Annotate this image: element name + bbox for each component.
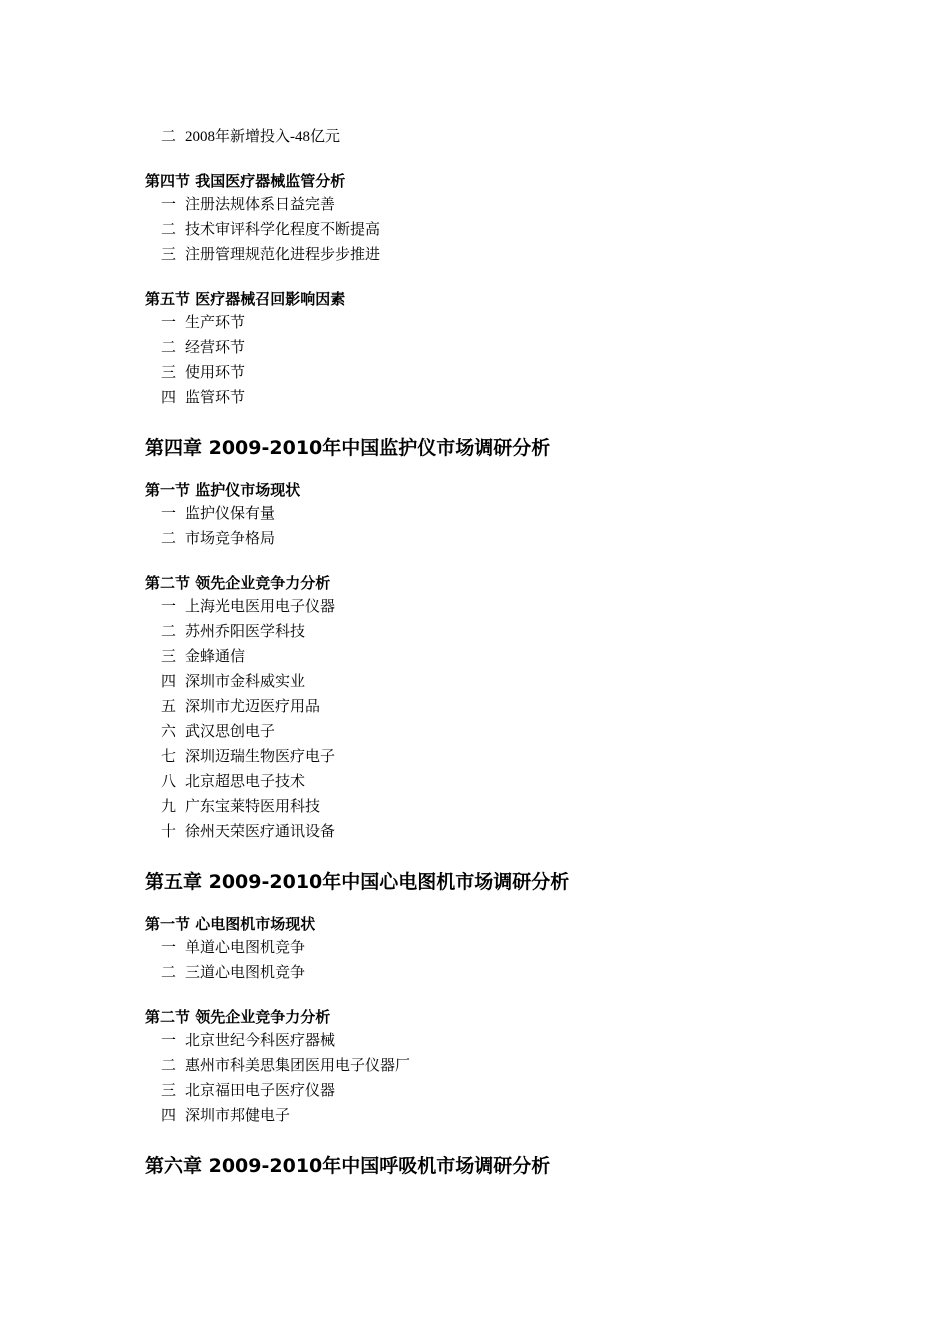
- toc-item-text: 2008年新增投入-48亿元: [185, 129, 340, 145]
- toc-item-number: 九: [161, 799, 177, 815]
- toc-item: [145, 620, 865, 645]
- toc-item-text: 经营环节: [185, 340, 246, 356]
- toc-item-text: 北京超思电子技术: [185, 774, 306, 790]
- toc-item: [145, 218, 865, 243]
- toc-item: [145, 361, 865, 386]
- toc-item-number: 六: [161, 724, 177, 740]
- toc-item-number: 十: [161, 824, 177, 840]
- toc-item: [145, 820, 865, 845]
- toc-item: [145, 645, 865, 670]
- toc-item-number: 三: [161, 1083, 177, 1099]
- toc-item-text: 技术审评科学化程度不断提高: [185, 222, 381, 238]
- toc-item: [145, 695, 865, 720]
- toc-item: [145, 961, 865, 986]
- toc-item-text: 北京福田电子医疗仪器: [185, 1083, 336, 1099]
- section-heading: 第一节 监护仪市场现状: [145, 481, 301, 499]
- toc-item-number: 二: [161, 624, 177, 640]
- toc-item-number: 一: [161, 315, 177, 331]
- toc-item-number: 二: [161, 1058, 177, 1074]
- toc-item-text: 使用环节: [185, 365, 246, 381]
- toc-item-number: 七: [161, 749, 177, 765]
- chapter-heading: 第六章 2009-2010年中国呼吸机市场调研分析: [145, 1155, 551, 1177]
- toc-item-number: 五: [161, 699, 177, 715]
- toc-item: [145, 386, 865, 411]
- toc-item-number: 二: [161, 531, 177, 547]
- toc-item-text: 注册法规体系日益完善: [185, 197, 336, 213]
- toc-item-text: 上海光电医用电子仪器: [185, 599, 336, 615]
- toc-item-text: 惠州市科美思集团医用电子仪器厂: [185, 1058, 411, 1074]
- chapter-heading: 第四章 2009-2010年中国监护仪市场调研分析: [145, 437, 551, 459]
- toc-item: [145, 1079, 865, 1104]
- toc-item: [145, 770, 865, 795]
- toc-item-text: 北京世纪今科医疗器械: [185, 1033, 336, 1049]
- toc-item-number: 三: [161, 365, 177, 381]
- toc-item-text: 单道心电图机竞争: [185, 940, 306, 956]
- chapter-heading: 第五章 2009-2010年中国心电图机市场调研分析: [145, 871, 570, 893]
- toc-item: [145, 1104, 865, 1129]
- document-body: [145, 125, 865, 1177]
- toc-item: [145, 595, 865, 620]
- toc-item: [145, 1054, 865, 1079]
- toc-item: [145, 670, 865, 695]
- toc-item-text: 武汉思创电子: [185, 724, 276, 740]
- section-heading: 第五节 医疗器械召回影响因素: [145, 290, 346, 308]
- toc-item-number: 一: [161, 599, 177, 615]
- toc-item-number: 一: [161, 197, 177, 213]
- toc-item-text: 金蜂通信: [185, 649, 246, 665]
- toc-item-text: 监管环节: [185, 390, 246, 406]
- toc-item-text: 深圳迈瑞生物医疗电子: [185, 749, 336, 765]
- section-heading: 第四节 我国医疗器械监管分析: [145, 172, 346, 190]
- toc-item: [145, 936, 865, 961]
- section-heading: 第一节 心电图机市场现状: [145, 915, 316, 933]
- toc-item-number: 八: [161, 774, 177, 790]
- toc-item-number: 一: [161, 940, 177, 956]
- section-heading: 第二节 领先企业竞争力分析: [145, 1008, 331, 1026]
- toc-item-number: 二: [161, 129, 177, 145]
- toc-item-text: 徐州天荣医疗通讯设备: [185, 824, 336, 840]
- toc-item: [145, 311, 865, 336]
- toc-item-number: 三: [161, 247, 177, 263]
- toc-item-text: 苏州乔阳医学科技: [185, 624, 306, 640]
- toc-item-text: 生产环节: [185, 315, 246, 331]
- toc-item: [145, 502, 865, 527]
- toc-item: [145, 1029, 865, 1054]
- toc-item-text: 深圳市邦健电子: [185, 1108, 291, 1124]
- toc-item: [145, 125, 865, 150]
- toc-item-text: 深圳市金科威实业: [185, 674, 306, 690]
- toc-item-number: 一: [161, 506, 177, 522]
- toc-item-number: 四: [161, 1108, 177, 1124]
- toc-item-number: 四: [161, 390, 177, 406]
- toc-item-text: 监护仪保有量: [185, 506, 276, 522]
- toc-item: [145, 745, 865, 770]
- toc-item-number: 二: [161, 965, 177, 981]
- toc-item-text: 深圳市尤迈医疗用品: [185, 699, 321, 715]
- toc-item: [145, 193, 865, 218]
- toc-item: [145, 720, 865, 745]
- toc-item-number: 三: [161, 649, 177, 665]
- toc-item-text: 广东宝莱特医用科技: [185, 799, 321, 815]
- toc-item-text: 三道心电图机竞争: [185, 965, 306, 981]
- toc-item-number: 四: [161, 674, 177, 690]
- toc-item: [145, 243, 865, 268]
- toc-item-number: 一: [161, 1033, 177, 1049]
- toc-item-number: 二: [161, 340, 177, 356]
- section-heading: 第二节 领先企业竞争力分析: [145, 574, 331, 592]
- toc-item-text: 注册管理规范化进程步步推进: [185, 247, 381, 263]
- toc-item: [145, 336, 865, 361]
- toc-item-number: 二: [161, 222, 177, 238]
- toc-item-text: 市场竞争格局: [185, 531, 276, 547]
- toc-item: [145, 795, 865, 820]
- toc-item: [145, 527, 865, 552]
